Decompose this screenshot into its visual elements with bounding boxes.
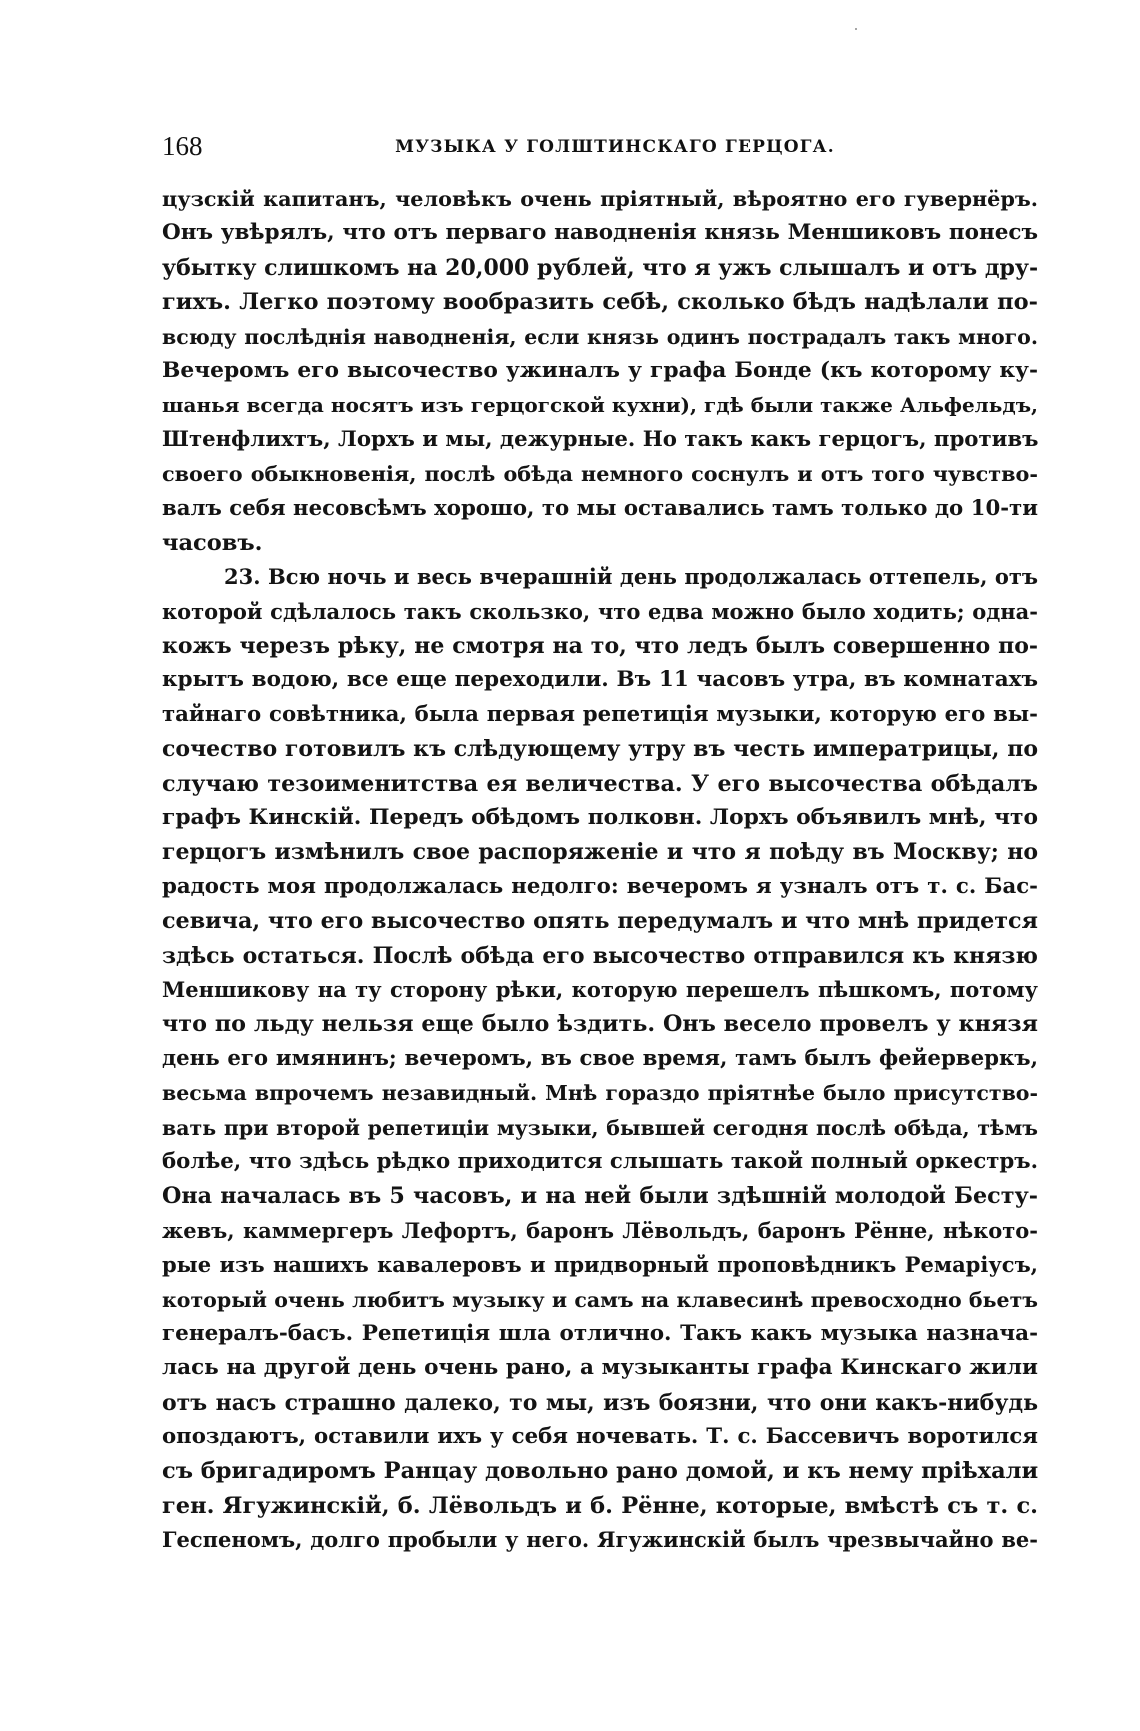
page-number: 168 [162, 131, 203, 161]
text-line: случаю тезоименитства ея величества. У его высочества обѣдалъ [162, 770, 1038, 797]
text-line: что по льду нельзя еще было ѣздить. Онъ весело провелъ у князя [162, 1011, 1038, 1038]
text-line: генералъ-басъ. Репетиція шла отлично. Такъ какъ музыка назнача- [162, 1320, 1038, 1346]
text-line: гихъ. Легко поэтому вообразить себѣ, сколько бѣдъ надѣлали по- [162, 289, 1038, 316]
text-line: тайнаго совѣтника, была первая репетиція музыки, которую его вы- [162, 701, 1038, 727]
text-line: Онъ увѣрялъ, что отъ перваго наводненія князь Меншиковъ понесъ [162, 220, 1038, 246]
text-line: здѣсь остаться. Послѣ обѣда его высочество отправился къ князю [162, 942, 1038, 969]
text-line: шанья всегда носятъ изъ герцогской кухни), гдѣ были также Альфельдъ, [162, 393, 1038, 418]
text-line: рые изъ нашихъ кавалеровъ и придворный проповѣдникъ Ремаріусъ, [162, 1252, 1038, 1278]
text-line: кожъ черезъ рѣку, не смотря на то, что ледъ былъ совершенно по- [162, 633, 1038, 660]
text-line: который очень любитъ музыку и самъ на клавесинѣ превосходно бьетъ [162, 1287, 1038, 1312]
text-line: Геспеномъ, долго пробыли у него. Ягужинскій былъ чрезвычайно ве- [162, 1527, 1038, 1553]
text-line: валъ себя несовсѣмъ хорошо, то мы оставались тамъ только до 10-ти [162, 495, 1038, 521]
text-line: убытку слишкомъ на 20,000 рублей, что я ужъ слышалъ и отъ дру- [162, 254, 1039, 281]
text-line: опоздаютъ, оставили ихъ у себя ночевать. Т. с. Бассевичъ воротился [162, 1424, 1038, 1450]
text-line: ген. Ягужинскій, б. Лёвольдъ и б. Рённе, которые, вмѣстѣ съ т. с. [162, 1492, 1038, 1519]
page-header [162, 128, 1038, 164]
text-line: вать при второй репетиціи музыки, бывшей сегодня послѣ обѣда, тѣмъ [162, 1115, 1038, 1140]
text-line: отъ насъ страшно далеко, то мы, изъ боязни, что они какъ-нибудь [162, 1389, 1038, 1416]
text-line: всюду послѣднія наводненія, если князь одинъ пострадалъ такъ много. [162, 324, 1038, 349]
text-line: Штенфлихтъ, Лорхъ и мы, дежурные. Но такъ какъ герцогъ, противъ [162, 426, 1039, 452]
text-line: Вечеромъ его высочество ужиналъ у графа Бонде (къ которому ку- [162, 357, 1038, 383]
text-line: цузскій капитанъ, человѣкъ очень пріятный, вѣроятно его гувернёръ. [162, 187, 1038, 211]
paper-speck [855, 28, 857, 30]
text-line: часовъ. [162, 529, 263, 556]
text-line: крытъ водою, все еще переходили. Въ 11 часовъ утра, въ комнатахъ [162, 667, 1038, 693]
text-line: сочество готовилъ къ слѣдующему утру въ честь императрицы, по [162, 736, 1038, 763]
text-line: день его имянинъ; вечеромъ, въ свое время, тамъ былъ фейерверкъ, [162, 1045, 1038, 1071]
running-head: МУЗЫКА У ГОЛШТИНСКАГО ГЕРЦОГА. [395, 137, 835, 157]
text-line: графъ Кинскій. Передъ обѣдомъ полковн. Лорхъ объявилъ мнѣ, что [162, 805, 1038, 831]
text-line: радость моя продолжалась недолго: вечеромъ я узналъ отъ т. с. Бас- [162, 873, 1038, 899]
text-line: лась на другой день очень рано, а музыканты графа Кинскаго жили [162, 1355, 1038, 1381]
text-line: которой сдѣлалось такъ скользко, что едва можно было ходить; одна- [162, 598, 1038, 624]
text-line: съ бригадиромъ Ранцау довольно рано домой, и къ нему пріѣхали [162, 1458, 1039, 1485]
paragraph-first-line: 23. Всю ночь и весь вчерашній день продолжалась оттепель, отъ [224, 564, 1038, 590]
text-line: Меншикову на ту сторону рѣки, которую перешелъ пѣшкомъ, потому [162, 976, 1038, 1002]
text-line: своего обыкновенія, послѣ обѣда немного соснулъ и отъ того чувство- [162, 462, 1038, 487]
text-line: севича, что его высочество опять передумалъ и что мнѣ придется [162, 908, 1038, 935]
text-line: Она началась въ 5 часовъ, и на ней были здѣшній молодой Бесту- [162, 1183, 1038, 1210]
text-line: болѣе, что здѣсь рѣдко приходится слышать такой полный оркестръ. [162, 1148, 1038, 1174]
body-text [162, 182, 1038, 1558]
text-line: герцогъ измѣнилъ свое распоряженіе и что я поѣду въ Москву; но [162, 839, 1038, 866]
text-line: жевъ, каммергеръ Лефортъ, баронъ Лёвольдъ, баронъ Рённе, нѣкото- [162, 1217, 1038, 1243]
text-line: весьма впрочемъ незавидный. Мнѣ гораздо пріятнѣе было присутство- [162, 1081, 1038, 1106]
